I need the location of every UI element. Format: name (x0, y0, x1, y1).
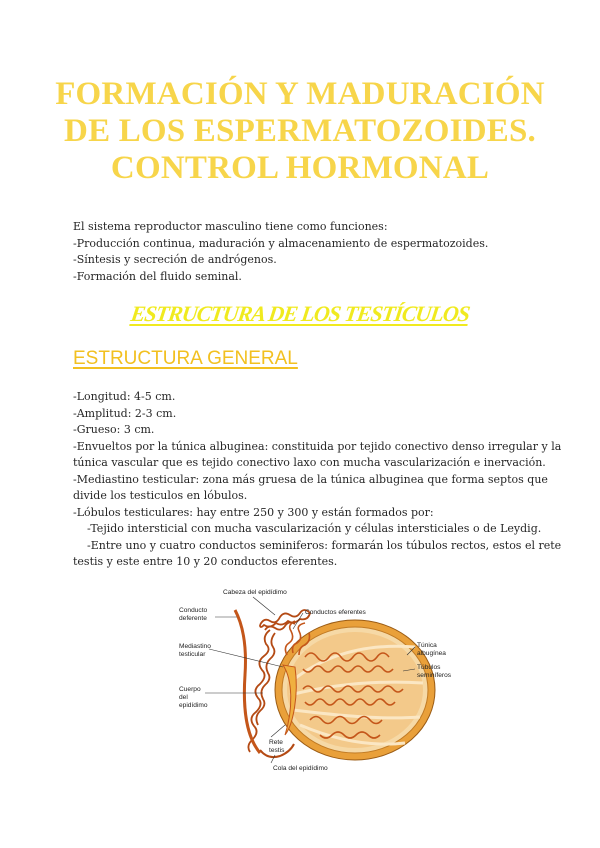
title-line-2: DE LOS ESPERMATOZOIDES. (64, 113, 536, 149)
body-line: -Mediastino testicular: zona más gruesa de la túnica albuginea que forma septos que (73, 472, 548, 486)
label-cuerpo-3: epidídimo (179, 702, 208, 709)
body-line-indented: -Entre uno y cuatro conductos seminiferos: formarán los túbulos rectos, estos el rete (87, 538, 562, 552)
intro-line: -Producción continua, maduración y almacenamiento de espermatozoides. (73, 236, 489, 250)
body-line: -Grueso: 3 cm. (73, 423, 155, 436)
body-line-indented: -Tejido intersticial con mucha vascularización y células intersticiales o de Leydig. (87, 522, 542, 535)
body-line: divide los testiculos en lóbulos. (73, 489, 248, 502)
body-line: -Amplitud: 2-3 cm. (73, 406, 177, 420)
intro-paragraph (73, 219, 543, 285)
body-line: -Longitud: 4-5 cm. (73, 390, 176, 403)
title-line-1: FORMACIÓN Y MADURACIÓN (55, 76, 545, 112)
subsection-heading: ESTRUCTURA GENERAL (73, 348, 298, 369)
body-line: -Envueltos por la túnica albuginea: constituida por tejido conectivo denso irregular y la (73, 439, 562, 453)
label-rete-2: testis (269, 747, 285, 754)
label-cabeza-epididimo: Cabeza del epidídimo (223, 589, 287, 596)
label-conducto-1: Conducto (179, 607, 208, 614)
body-line: -Lóbulos testiculares: hay entre 250 y 300 y están formados por: (73, 505, 434, 519)
label-conductos-eferentes: Conductos eferentes (305, 609, 366, 616)
label-rete-1: Rete (269, 739, 283, 746)
intro-line: -Formación del fluido seminal. (73, 269, 242, 283)
epididymis-head (260, 610, 310, 630)
body-line: testis y este entre 10 y 20 conductos eferentes. (73, 555, 338, 568)
title-line-3: CONTROL HORMONAL (110, 150, 490, 186)
section-heading: ESTRUCTURA DE LOS TESTÍCULOS (129, 301, 471, 326)
label-tunica-1: Túnica (417, 642, 437, 649)
intro-line: El sistema reproductor masculino tiene como funciones: (73, 220, 388, 233)
label-cuerpo-1: Cuerpo (179, 686, 201, 693)
label-cuerpo-2: del (179, 694, 188, 701)
testis-anatomy-diagram (165, 585, 475, 775)
label-mediastino-2: testicular (179, 651, 206, 658)
body-text (73, 389, 562, 571)
label-tubulos-1: Túbulos (417, 664, 441, 671)
intro-line: -Síntesis y secreción de andrógenos. (73, 253, 277, 266)
body-line: túnica vascular que es tejido conectivo laxo con mucha vascularización e inervación. (73, 456, 546, 469)
epididymis-body (248, 630, 275, 752)
label-tunica-2: albugínea (417, 650, 446, 657)
label-conducto-2: deferente (179, 615, 207, 622)
label-tubulos-2: seminíferos (417, 672, 452, 679)
label-mediastino-1: Mediastino (179, 643, 211, 650)
label-cola-epididimo: Cola del epidídimo (273, 765, 328, 772)
page-title (0, 76, 600, 187)
